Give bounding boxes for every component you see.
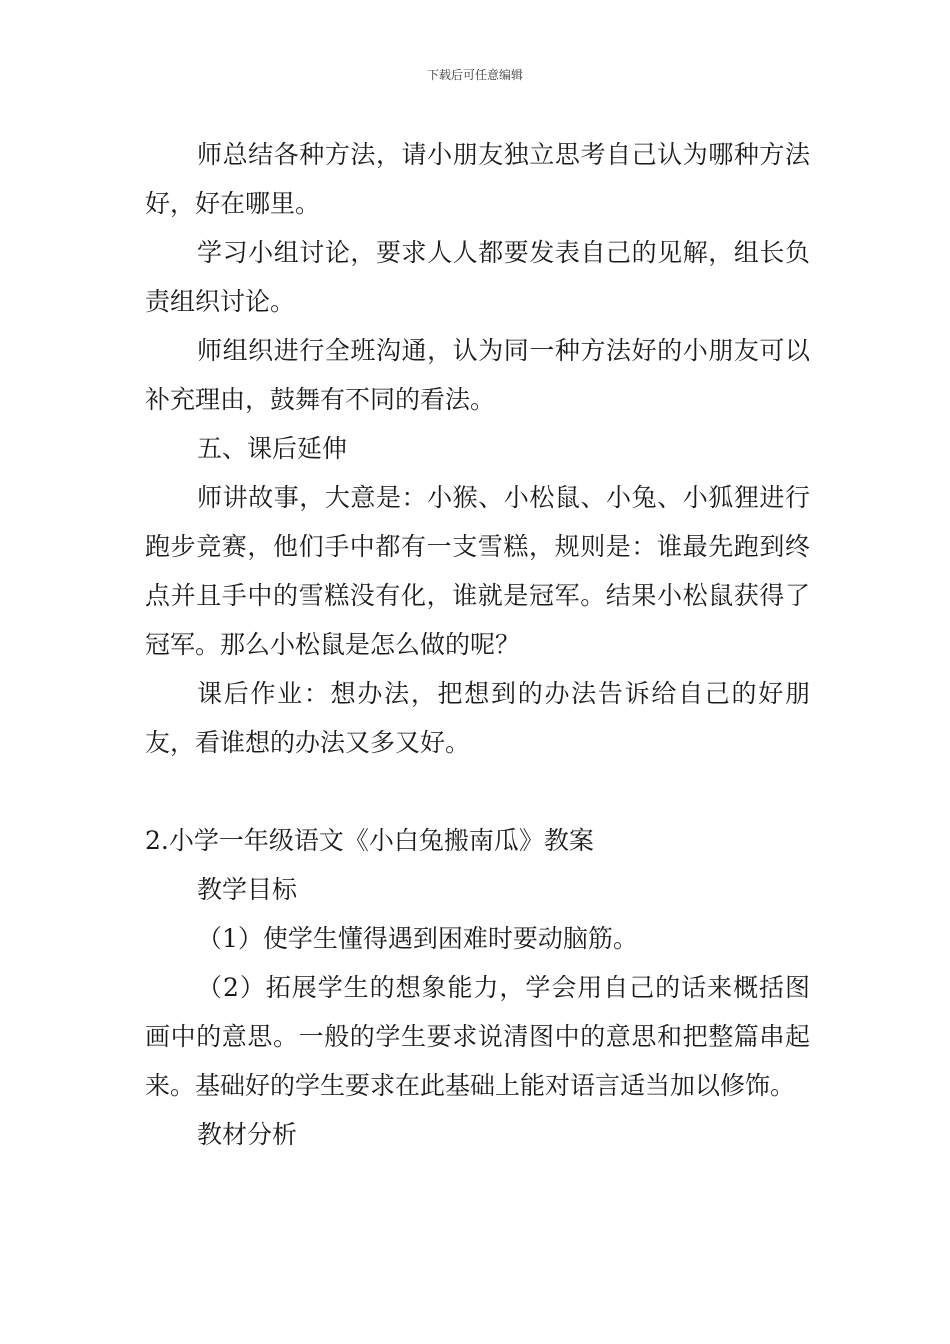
heading-teaching-objectives: 教学目标 (197, 875, 298, 904)
paragraph-summary-methods: 师总结各种方法，请小朋友独立思考自己认为哪种方法好，好在哪里。 (145, 140, 810, 218)
heading-textbook-analysis: 教材分析 (197, 1120, 298, 1149)
blank-line (145, 767, 810, 816)
paragraph-homework: 课后作业：想办法，把想到的办法告诉给自己的好朋友，看谁想的办法又多又好。 (145, 679, 810, 757)
paragraph-group-discussion: 学习小组讨论，要求人人都要发表自己的见解，组长负责组织讨论。 (145, 238, 810, 316)
paragraph-class-communication: 师组织进行全班沟通，认为同一种方法好的小朋友可以补充理由，鼓舞有不同的看法。 (145, 336, 810, 414)
document-body (145, 130, 810, 1159)
page-header-note: 下载后可任意编辑 (426, 68, 523, 82)
paragraph-story: 师讲故事，大意是：小猴、小松鼠、小兔、小狐狸进行跑步竞赛，他们手中都有一支雪糕，规则是：谁最先跑到终点并且手中的雪糕没有化，谁就是冠军。结果小松鼠获得了冠军。那么小松鼠是怎么做的呢？ (145, 483, 810, 659)
objective-item-1: （1）使学生懂得遇到困难时要动脑筋。 (197, 924, 638, 953)
heading-after-class-extension: 五、课后延伸 (197, 434, 348, 463)
objective-item-2: （2）拓展学生的想象能力，学会用自己的话来概括图画中的意思。一般的学生要求说清图中的意思和把整篇串起来。基础好的学生要求在此基础上能对语言适当加以修饰。 (145, 973, 810, 1100)
section-title: 2.小学一年级语文《小白兔搬南瓜》教案 (145, 826, 594, 855)
